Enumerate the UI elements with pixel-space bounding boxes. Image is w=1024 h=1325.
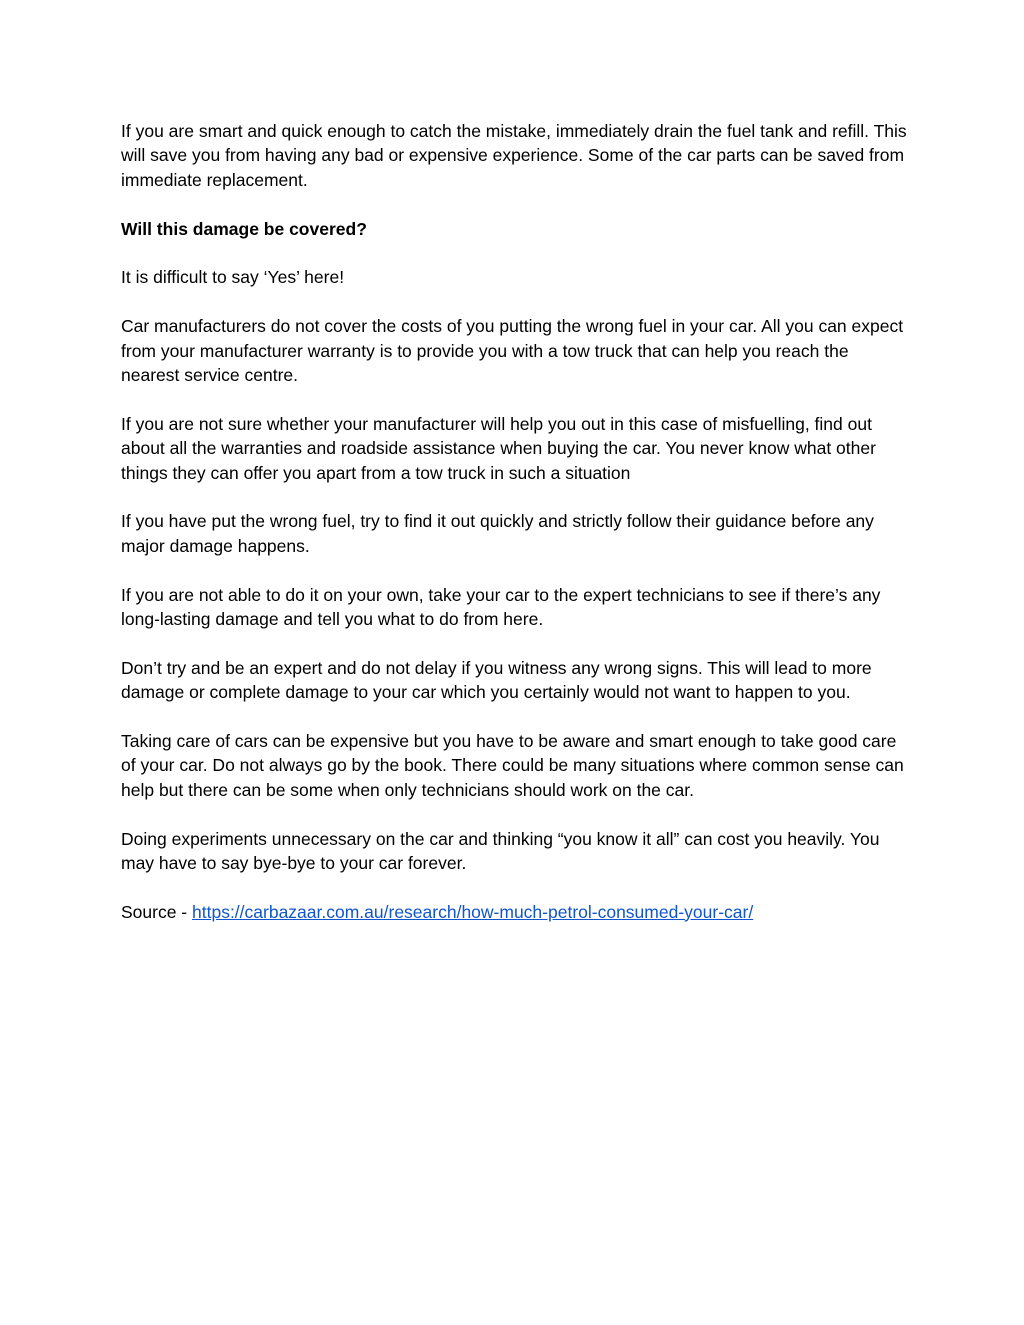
paragraph-manufacturers: Car manufacturers do not cover the costs of you putting the wrong fuel in your car. All you can expect from your manufacturer warranty is to provide you with a tow truck that can help you reach the nearest service centre. [121,316,904,386]
document-body [121,119,911,949]
section-heading: Will this damage be covered? [121,218,367,239]
paragraph-warranties: If you are not sure whether your manufacturer will help you out in this case of misfuelling, find out about all the warranties and roadside assistance when buying the car. You never know what other things they can offer you apart from a tow truck in such a situation [121,413,876,483]
paragraph-drain-tank: If you are smart and quick enough to catch the mistake, immediately drain the fuel tank and refill. This will save you from having any bad or expensive experience. Some of the car parts can be saved from immediate replacement. [121,121,907,190]
paragraph-expert-technicians: If you are not able to do it on your own, take your car to the expert technicians to see if there’s any long-lasting damage and tell you what to do from here. [121,584,881,630]
paragraph-taking-care: Taking care of cars can be expensive but you have to be aware and smart enough to take good care of your car. Do not always go by the book. There could be many situations where common sense can help but there can be some when only technicians should work on the car. [121,731,904,800]
paragraph-dont-delay: Don’t try and be an expert and do not delay if you witness any wrong signs. This will lead to more damage or complete damage to your car which you certainly would not want to happen to you. [121,657,872,703]
source-label: Source - [121,901,192,922]
paragraph-difficult-to-say: It is difficult to say ‘Yes’ here! [121,267,345,288]
paragraph-experiments: Doing experiments unnecessary on the car and thinking “you know it all” can cost you heavily. You may have to say bye-bye to your car forever. [121,828,880,874]
paragraph-wrong-fuel: If you have put the wrong fuel, try to find it out quickly and strictly follow their guidance before any major damage happens. [121,511,874,556]
source-line [121,900,911,924]
source-link[interactable]: https://carbazaar.com.au/research/how-much-petrol-consumed-your-car/ [192,901,754,922]
